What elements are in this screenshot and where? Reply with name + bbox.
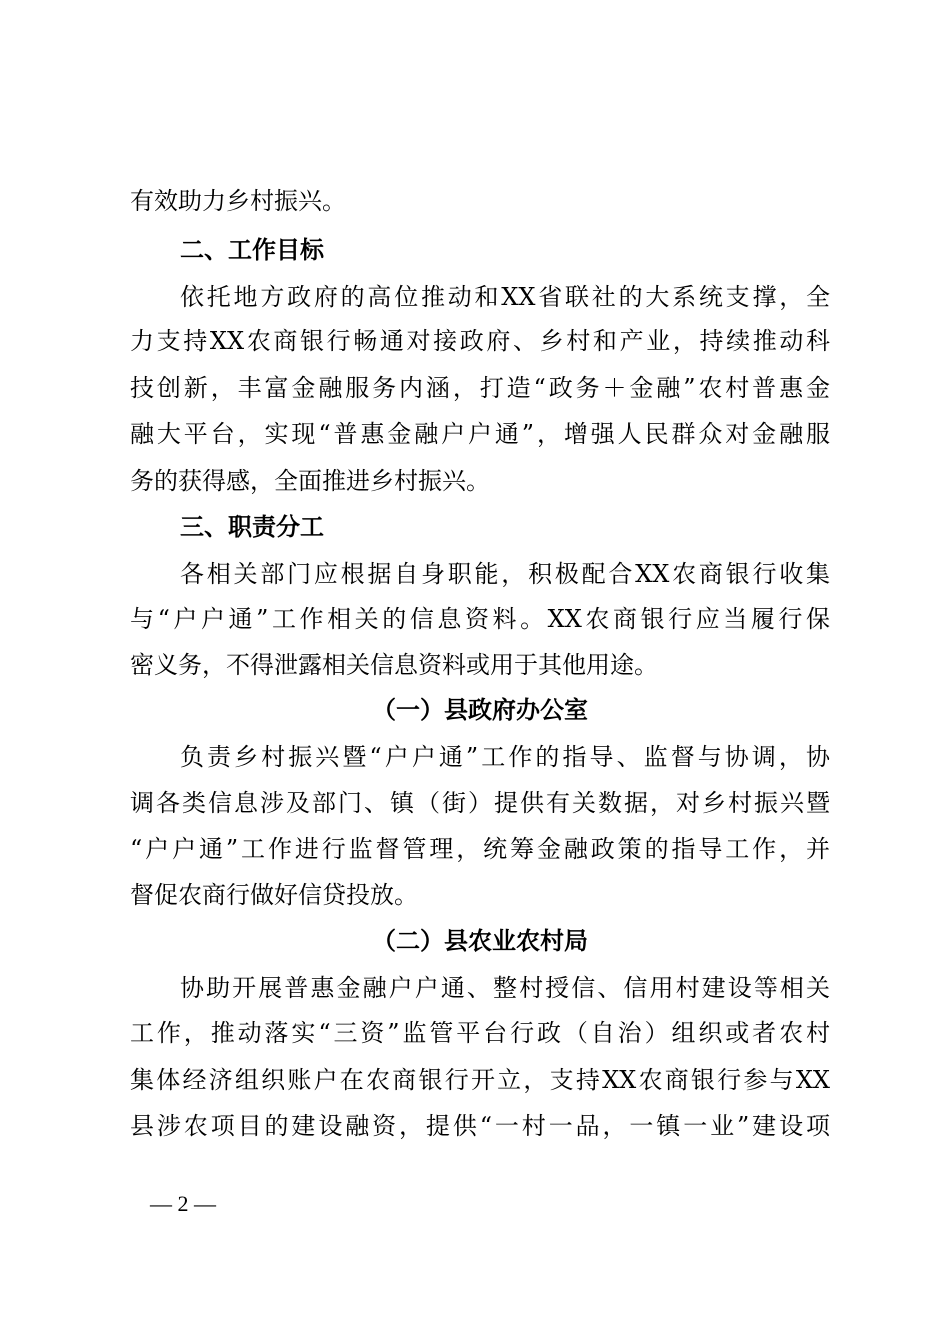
paragraph-line: 力支持XX农商银行畅通对接政府、乡村和产业，持续推动科 bbox=[130, 327, 830, 355]
paragraph-line: 各相关部门应根据自身职能，积极配合XX农商银行收集 bbox=[180, 560, 830, 588]
page-number: — 2 — bbox=[150, 1191, 216, 1216]
paragraph-line: “户户通”工作进行监督管理，统筹金融政策的指导工作，并 bbox=[130, 835, 830, 863]
paragraph-line: 工作，推动落实“三资”监管平台行政（自治）组织或者农村 bbox=[130, 1019, 830, 1047]
paragraph-line: 负责乡村振兴暨“户户通”工作的指导、监督与协调，协 bbox=[180, 743, 830, 771]
paragraph-line: 务的获得感，全面推进乡村振兴。 bbox=[130, 467, 490, 495]
paragraph-line: 依托地方政府的高位推动和XX省联社的大系统支撑，全 bbox=[180, 283, 830, 311]
section-heading-work-goals: 二、工作目标 bbox=[180, 236, 324, 264]
continuation-text: 有效助力乡村振兴。 bbox=[130, 187, 346, 215]
paragraph-line: 调各类信息涉及部门、镇（街）提供有关数据，对乡村振兴暨 bbox=[130, 789, 830, 817]
paragraph-line: 密义务，不得泄露相关信息资料或用于其他用途。 bbox=[130, 651, 658, 679]
paragraph-line: 集体经济组织账户在农商银行开立，支持XX农商银行参与XX bbox=[130, 1066, 830, 1094]
paragraph-line: 县涉农项目的建设融资，提供“一村一品，一镇一业”建设项 bbox=[130, 1112, 830, 1140]
paragraph-line: 督促农商行做好信贷投放。 bbox=[130, 881, 418, 909]
paragraph-line: 协助开展普惠金融户户通、整村授信、信用村建设等相关 bbox=[180, 974, 830, 1002]
subheading-county-agriculture: （二）县农业农村局 bbox=[372, 926, 588, 955]
paragraph-line: 技创新，丰富金融服务内涵，打造“政务＋金融”农村普惠金 bbox=[130, 374, 830, 402]
subheading-county-office: （一）县政府办公室 bbox=[372, 695, 588, 724]
section-heading-responsibilities: 三、职责分工 bbox=[180, 513, 324, 541]
paragraph-line: 融大平台，实现“普惠金融户户通”，增强人民群众对金融服 bbox=[130, 420, 830, 448]
paragraph-line: 与“户户通”工作相关的信息资料。XX农商银行应当履行保 bbox=[130, 605, 830, 633]
